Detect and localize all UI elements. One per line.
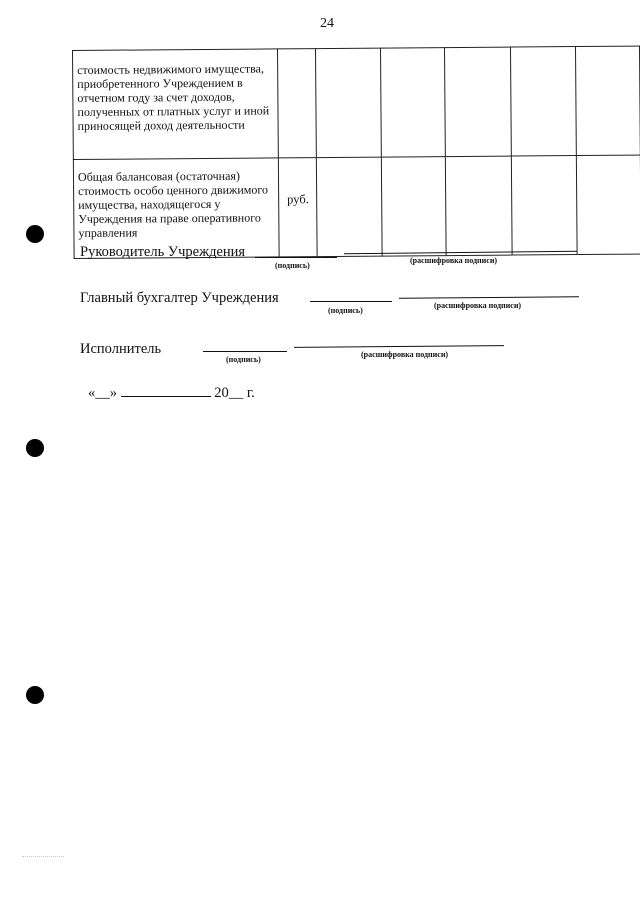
date-year-blank: __	[228, 385, 244, 401]
name-caption: (расшифровка подписи)	[410, 256, 498, 265]
row-unit: руб.	[278, 158, 317, 257]
value-cell	[380, 48, 445, 158]
table-row	[73, 46, 640, 159]
date-line	[88, 385, 255, 402]
signature-label-chief-accountant: Главный бухгалтер Учреждения	[80, 290, 279, 306]
signature-line	[203, 351, 287, 352]
value-cell	[576, 155, 640, 255]
date-day-blank: __	[95, 385, 110, 401]
value-cell	[381, 157, 446, 257]
punch-hole-1	[26, 225, 44, 243]
value-cell	[445, 47, 512, 157]
date-open-quote: «	[88, 385, 96, 401]
value-cell	[575, 46, 640, 156]
table-row	[73, 155, 640, 258]
name-caption: (расшифровка подписи)	[434, 301, 522, 310]
row-description: Общая балансовая (остаточная) стоимость особо ценного движимого имущества, находящегося у Учреждения на праве оперативного управления	[73, 158, 279, 259]
signature-label-executor: Исполнитель	[80, 341, 162, 357]
value-cell	[317, 157, 382, 257]
scan-artifact	[22, 856, 64, 857]
signature-caption: (подпись)	[328, 306, 363, 315]
value-cell	[512, 156, 577, 256]
signature-label-director: Руководитель Учреждения	[80, 244, 246, 260]
name-caption: (расшифровка подписи)	[361, 350, 449, 359]
signature-caption: (подпись)	[275, 261, 310, 270]
property-value-table	[72, 46, 640, 259]
date-year-prefix: 20	[214, 385, 229, 401]
signature-line	[255, 257, 337, 258]
row-unit	[278, 49, 317, 158]
value-cell	[511, 47, 576, 157]
date-close-quote: »	[109, 385, 117, 401]
row-description: стоимость недвижимого имущества, приобретенного Учреждением в отчетном году за счет доходов, полученных от платных услуг и иной приносящей доход деятельности	[73, 49, 279, 160]
name-line	[294, 345, 504, 348]
signature-caption: (подпись)	[226, 355, 261, 364]
signature-line	[310, 301, 392, 302]
punch-hole-3	[26, 686, 44, 704]
page-number: 24	[320, 16, 334, 31]
date-year-suffix: г.	[246, 385, 255, 401]
value-cell	[316, 48, 381, 158]
value-cell	[445, 156, 512, 256]
punch-hole-2	[26, 439, 44, 457]
month-blank-line	[121, 386, 211, 397]
name-line	[399, 296, 579, 299]
